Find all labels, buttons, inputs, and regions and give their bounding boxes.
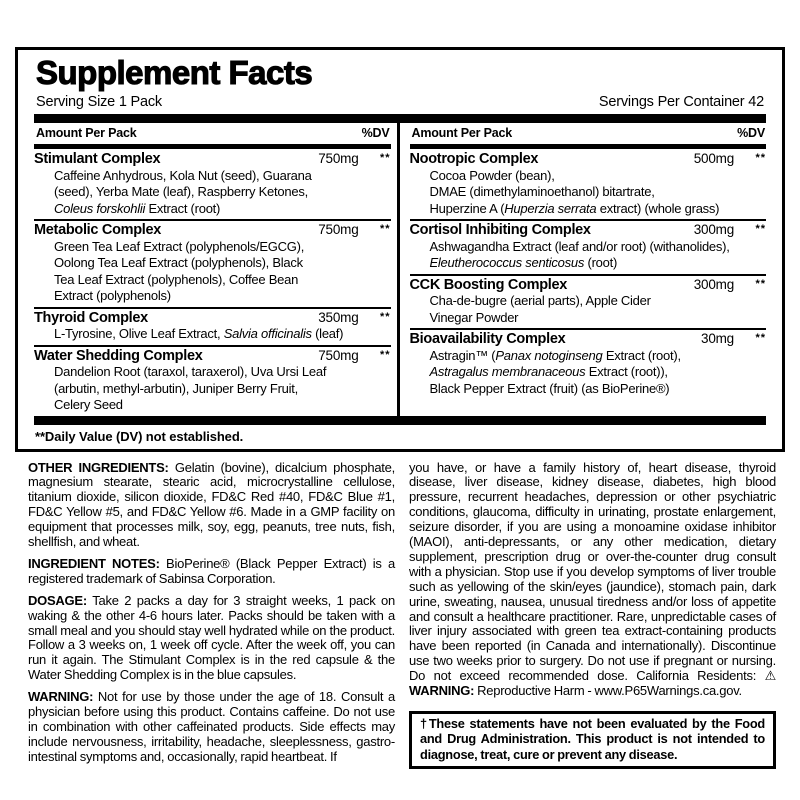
text-segment: Cha-de-bugre (aerial parts), Apple Cider: [429, 293, 651, 308]
text-segment: Ashwagandha Extract (leaf and/or root) (withanolides),: [429, 238, 730, 254]
text-segment: Caffeine Anhydrous, Kola Nut (seed), Guarana: [54, 167, 312, 183]
dv-header: %DV: [361, 126, 390, 140]
complex-dv-value: **: [755, 152, 766, 164]
ingredient-line: [54, 201, 391, 218]
text-segment: Vinegar Powder: [429, 309, 519, 325]
complex-ingredients: [34, 326, 391, 343]
warning-triangle-icon: ⚠: [764, 668, 776, 684]
ingredient-line: [54, 326, 391, 343]
complex-dv-value: **: [379, 223, 391, 235]
complex-list-left: [34, 150, 391, 416]
complex-list-right: [410, 150, 767, 399]
complex-ingredients: [34, 364, 391, 414]
text-segment: Reproductive Harm - www.P65Warnings.ca.gov.: [474, 683, 742, 699]
dosage-label: DOSAGE:: [28, 592, 87, 608]
text-segment: Salvia officinalis: [223, 326, 312, 341]
ingredient-line: [430, 201, 767, 218]
text-segment: extract) (whole grass): [596, 200, 720, 216]
complex-header-row: [34, 151, 391, 168]
text-segment: Huperzia serrata: [504, 200, 597, 216]
complex-dv-value: **: [755, 223, 766, 235]
text-segment: Huperzine A (: [429, 200, 505, 216]
complex-dv-value: **: [379, 348, 391, 361]
complex-ingredients: [410, 168, 767, 218]
ingredient-line: [430, 168, 767, 185]
complex-dv-value: **: [755, 332, 766, 344]
complex-ingredients: [34, 239, 391, 305]
text-segment: DMAE (dimethylaminoethanol) bitartrate,: [429, 184, 655, 199]
complex-ingredients: [410, 293, 767, 326]
supplement-label-page: [0, 47, 800, 800]
facts-columns: [34, 123, 766, 416]
complex-amount: 500mg: [693, 151, 734, 166]
supplement-facts-panel: [15, 47, 785, 452]
text-segment: Tea Leaf Extract (polyphenols), Coffee Bean: [54, 271, 299, 287]
amount-per-pack-header: Amount Per Pack: [411, 126, 513, 140]
complex-amount: 750mg: [318, 347, 359, 363]
complex-header-row: [410, 277, 767, 294]
bottom-divider-bar: [34, 416, 766, 425]
ingredient-notes-paragraph: [28, 557, 395, 587]
text-segment: Cocoa Powder (bean),: [429, 167, 555, 183]
complex-header-row: [34, 310, 391, 327]
facts-column-right: [400, 123, 767, 416]
complex-name: Bioavailability Complex: [409, 331, 566, 347]
complex-section: [410, 330, 767, 399]
amount-per-pack-header: Amount Per Pack: [36, 126, 137, 140]
text-segment: Extract (polyphenols): [54, 288, 171, 303]
warning-label: WARNING:: [28, 689, 94, 705]
complex-header-row: [410, 222, 767, 239]
complex-header-row: [34, 222, 391, 239]
complex-ingredients: [410, 239, 767, 272]
panel-title: Supplement Facts: [36, 54, 313, 91]
text-segment: Panax notoginseng: [495, 347, 603, 363]
text-segment: Extract (root)),: [585, 364, 668, 379]
complex-name: CCK Boosting Complex: [409, 276, 568, 293]
column-header-row: [410, 123, 767, 144]
dosage-paragraph: [28, 594, 395, 683]
fda-disclaimer-box: [409, 711, 776, 769]
complex-amount: 300mg: [693, 222, 734, 237]
complex-header-row: [410, 151, 767, 168]
text-segment: (root): [584, 255, 618, 270]
warning-continuation-paragraph: [409, 461, 776, 700]
complex-ingredients: [410, 348, 767, 398]
column-header-row: [34, 123, 391, 144]
text-segment: Black Pepper Extract (fruit) (as BioPerine®): [429, 380, 670, 396]
text-segment: (arbutin, methyl-arbutin), Juniper Berry Fruit,: [54, 380, 299, 396]
ingredient-line: [54, 288, 391, 305]
other-ingredients-label: OTHER INGREDIENTS:: [28, 459, 169, 475]
text-segment: (leaf): [311, 326, 344, 341]
ingredient-line: [430, 184, 767, 201]
complex-section: [410, 221, 767, 276]
complex-dv-value: **: [755, 277, 766, 290]
text-segment: Astragin™ (: [429, 347, 496, 363]
ingredient-line: [430, 348, 767, 365]
dv-header: %DV: [737, 126, 765, 140]
complex-name: Metabolic Complex: [34, 222, 162, 238]
text-segment: Celery Seed: [54, 397, 123, 412]
header-bar: [34, 144, 391, 149]
text-segment: Extract (root),: [602, 347, 681, 363]
serving-row: [34, 92, 766, 114]
other-ingredients-text: Gelatin (bovine), dicalcium phosphate, magnesium stearate, stearic acid, microcrystalline cellulose, titanium dioxide, silicon dioxide, FD&C Red #40, FD&C Blue #1, FD&C Yellow #5, and FD&C Yellow #6. Made in a GMP facility on equipment that processes milk, soy, egg, peanuts, tree nuts, fish, shellfish, and wheat.: [28, 459, 396, 550]
top-divider-bar: [34, 114, 766, 123]
dv-footnote: **Daily Value (DV) not established.: [35, 428, 244, 444]
dosage-text: Take 2 packs a day for 3 straight weeks, 1 pack on waking & the other 4-6 hours later. Packs should be taken with a small meal and you should stay well hydrated while on the product. Follow a 3 weeks on, 1 week off cycle. After the week off, you can run it again. The Stimulant Complex is in the red capsule & the Water Shedding Complex is in the blue capsules.: [28, 592, 396, 683]
ingredient-line: [430, 239, 767, 256]
info-column-right: [409, 461, 776, 772]
complex-header-row: [34, 348, 391, 365]
ingredient-line: [54, 364, 391, 381]
text-segment: Green Tea Leaf Extract (polyphenols/EGCG),: [54, 238, 305, 254]
complex-section: [34, 309, 391, 347]
info-text-columns: [28, 461, 776, 772]
complex-amount: 750mg: [318, 151, 359, 166]
ingredient-line: [54, 272, 391, 289]
warning-text: Not for use by those under the age of 18. Consult a physician before using this product. Contains caffeine. Do not use in combination with other caffeinated products. Side effects may include nervousness, irritability, headache, sleeplessness, gastro-intestinal symptoms and, occasionally, rapid heartbeat. If: [28, 689, 395, 764]
complex-amount: 30mg: [701, 331, 734, 346]
ingredient-line: [54, 168, 391, 185]
complex-section: [410, 276, 767, 331]
header-bar: [410, 144, 767, 149]
facts-column-left: [34, 123, 397, 416]
complex-amount: 300mg: [693, 276, 734, 292]
serving-size: Serving Size 1 Pack: [36, 94, 162, 110]
ingredient-line: [54, 184, 391, 201]
complex-amount: 750mg: [318, 222, 359, 237]
complex-header-row: [410, 331, 767, 348]
complex-section: [34, 221, 391, 309]
text-segment: you have, or have a family history of, heart disease, thyroid disease, liver disease, kidney disease, diabetes, high blood pressure, recurrent headaches, depression or other psychiatric conditions, glaucoma, difficulty in urinating, prostate enlargement, seizure disorder, if you are using a monoamine oxidase inhibitor (MAOI), anti-depressants, or any other medication, dietary supplement, prescription drug or over-the-counter drug consult with a physician. Stop use if you develop symptoms of liver trouble such as yellowing of the skin/eyes (jaundice), stomach pain, dark urine, sweating, nausea, unusual tiredness and/or loss of appetite and consult a healthcare practitioner. Rare, unpredictable cases of liver injury associated with green tea extract-containing products have been reported (in Canada and internationally). Discontinue use two weeks prior to surgery. Do not use if pregnant or nursing. Do not exceed recommended dose. California Residents:: [409, 459, 776, 684]
ingredient-line: [54, 381, 391, 398]
complex-name: Stimulant Complex: [34, 151, 161, 167]
text-segment: Astragalus membranaceous: [429, 364, 586, 379]
text-segment: Dandelion Root (taraxol, taraxerol), Uva Ursi Leaf: [54, 364, 327, 379]
ingredient-line: [54, 239, 391, 256]
text-segment: Coleus forskohlii: [54, 200, 146, 216]
complex-section: [34, 347, 391, 416]
servings-per-container: Servings Per Container 42: [598, 94, 764, 110]
complex-section: [34, 150, 391, 221]
complex-dv-value: **: [379, 152, 391, 164]
ingredient-line: [54, 255, 391, 272]
complex-name: Nootropic Complex: [409, 151, 539, 167]
text-segment: Oolong Tea Leaf Extract (polyphenols), Black: [54, 255, 303, 270]
complex-dv-value: **: [379, 310, 391, 323]
text-segment: Extract (root): [145, 200, 221, 216]
text-segment: WARNING:: [409, 683, 475, 699]
complex-section: [410, 150, 767, 221]
other-ingredients-paragraph: [28, 461, 395, 550]
ingredient-line: [430, 381, 767, 398]
ingredient-notes-label: INGREDIENT NOTES:: [28, 555, 160, 571]
ingredient-line: [54, 397, 391, 414]
ingredient-line: [430, 310, 767, 327]
ingredient-line: [430, 293, 767, 310]
complex-ingredients: [34, 168, 391, 218]
complex-name: Thyroid Complex: [34, 309, 148, 326]
ingredient-line: [430, 364, 767, 381]
complex-name: Cortisol Inhibiting Complex: [409, 222, 591, 238]
text-segment: (seed), Yerba Mate (leaf), Raspberry Ketones,: [54, 184, 308, 199]
complex-amount: 350mg: [318, 309, 359, 325]
info-column-left: [28, 461, 395, 772]
text-segment: Eleutherococcus senticosus: [429, 255, 585, 270]
fda-disclaimer-text: †These statements have not been evaluated by the Food and Drug Administration. This product is not intended to diagnose, treat, cure or prevent any disease.: [420, 716, 765, 762]
ingredient-line: [430, 255, 767, 272]
ingredient-notes-text: BioPerine® (Black Pepper Extract) is a registered trademark of Sabinsa Corporation.: [28, 555, 395, 586]
complex-name: Water Shedding Complex: [34, 347, 203, 364]
text-segment: L-Tyrosine, Olive Leaf Extract,: [54, 326, 224, 341]
warning-paragraph: [28, 690, 395, 765]
